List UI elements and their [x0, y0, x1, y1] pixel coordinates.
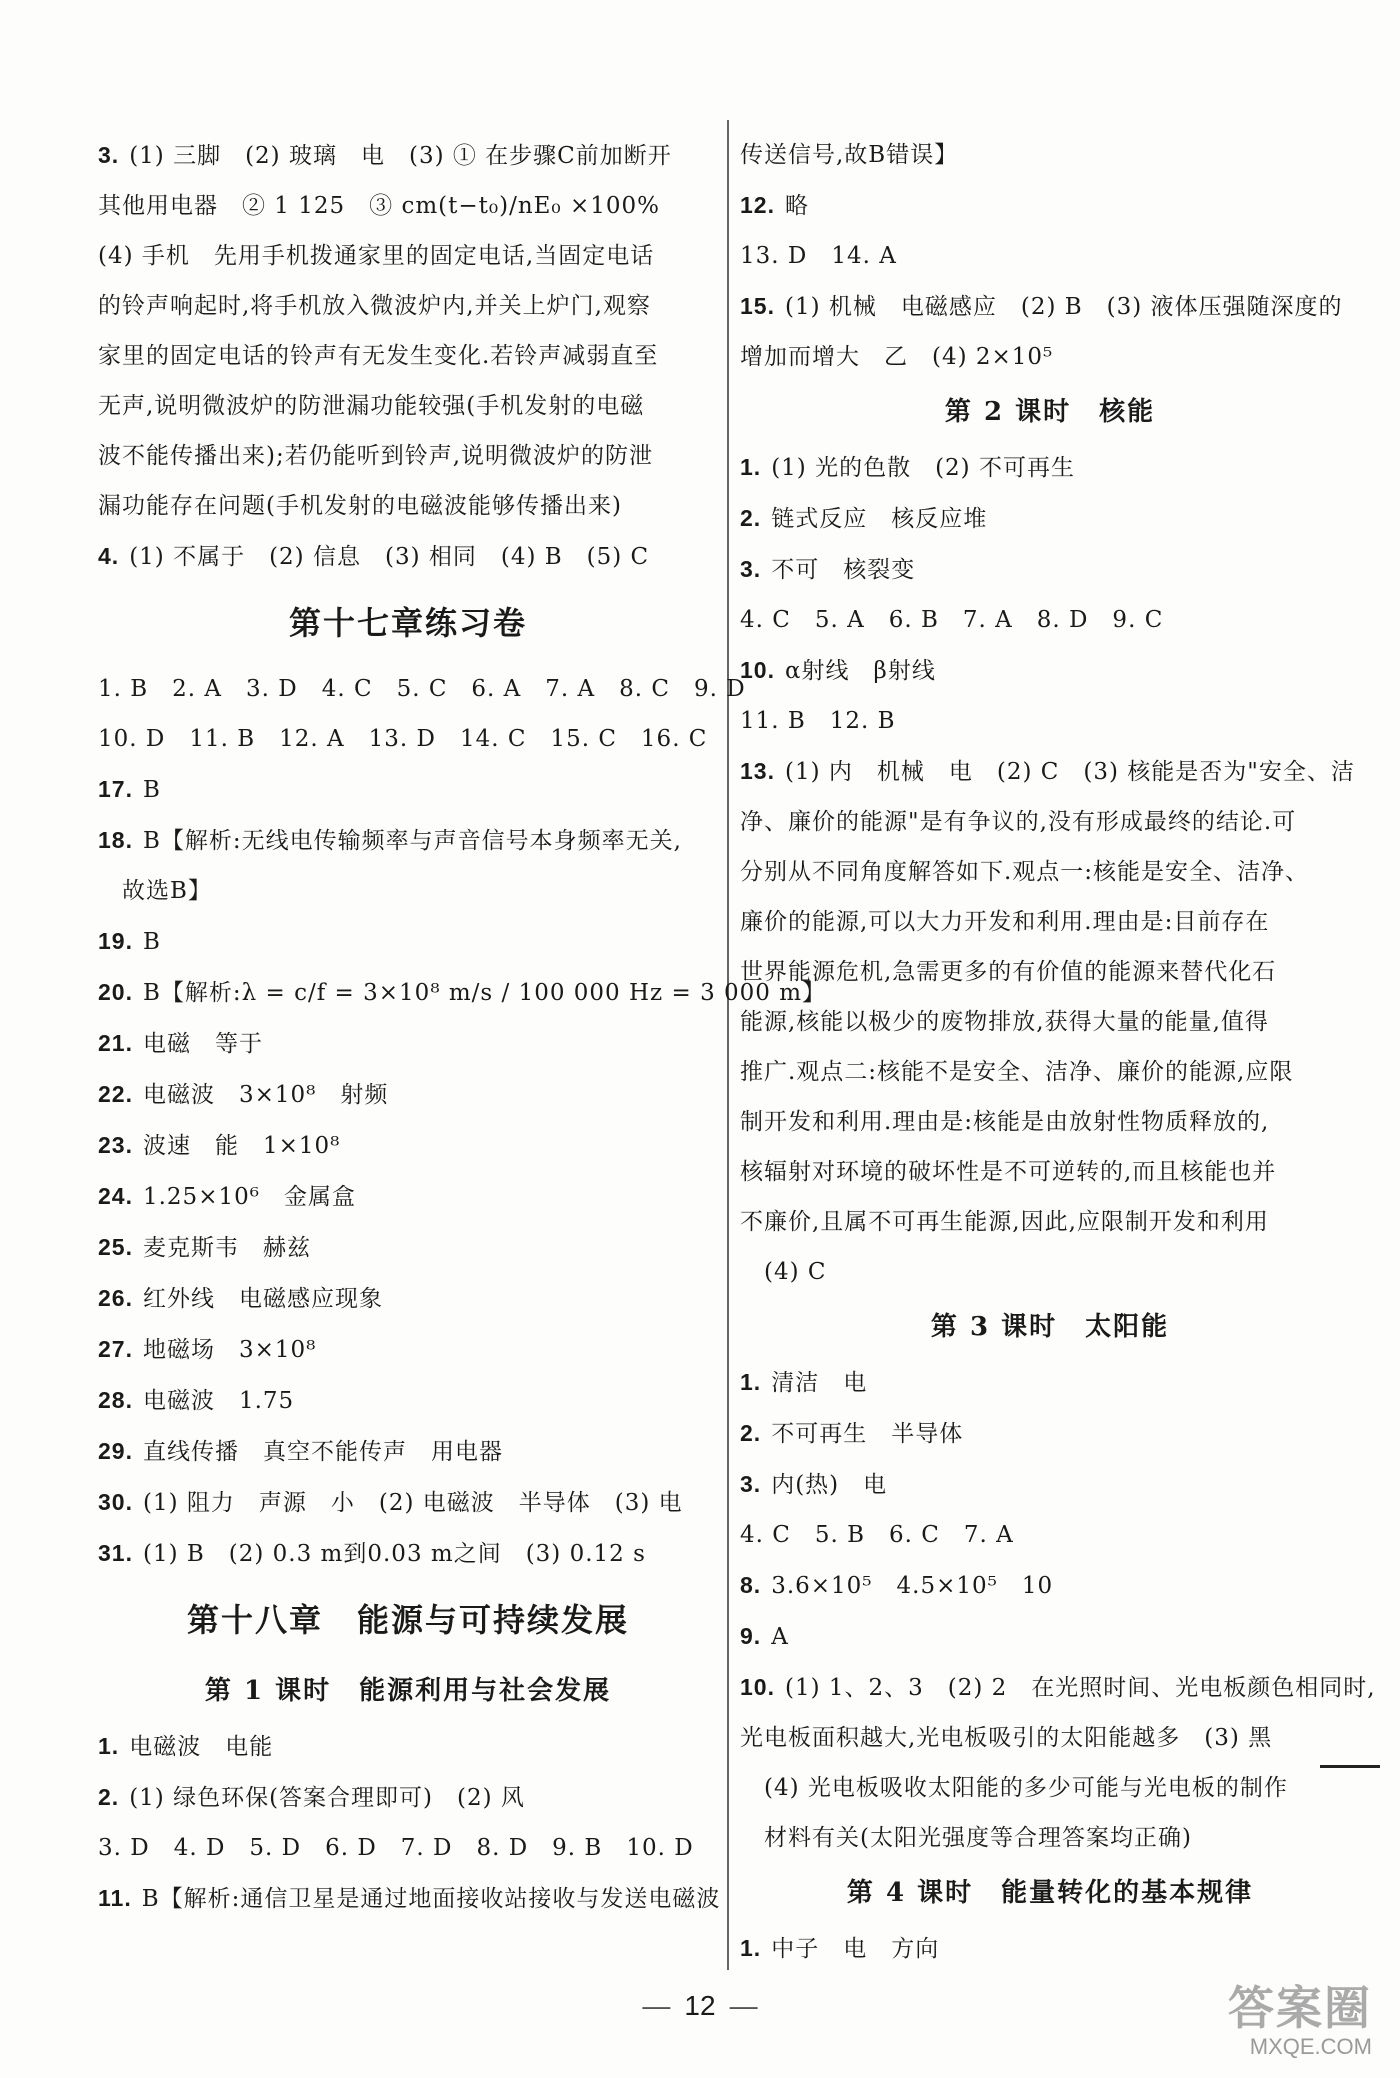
answer-text: 材料有关(太阳光强度等合理答案均正确)	[740, 1825, 1192, 1851]
question-number: 24.	[98, 1183, 133, 1209]
answer-line	[740, 696, 1360, 746]
answer-text: 分别从不同角度解答如下.观点一:核能是安全、洁净、	[740, 859, 1310, 885]
answer-text: 故选B】	[98, 878, 212, 904]
answer-line	[740, 442, 1360, 493]
answer-text: 10. D 11. B 12. A 13. D 14. C 15. C 16. C	[98, 726, 708, 752]
answer-line	[98, 714, 718, 764]
answer-line	[740, 997, 1360, 1047]
answer-line	[740, 1763, 1360, 1813]
lesson-title: 第 4 课时 能量转化的基本规律	[846, 1878, 1254, 1908]
answer-line	[740, 1197, 1360, 1247]
question-number: 29.	[98, 1438, 133, 1464]
answer-line	[98, 967, 827, 1018]
answer-line	[740, 797, 1360, 847]
question-number: 1.	[740, 1369, 762, 1395]
answer-text: (1) 不属于 (2) 信息 (3) 相同 (4) B (5) C	[129, 544, 650, 570]
answer-line	[740, 1097, 1360, 1147]
lesson-title: 第 2 课时 核能	[944, 397, 1156, 427]
answer-line	[740, 231, 1360, 281]
answer-text: 4. C 5. B 6. C 7. A	[740, 1522, 1014, 1548]
question-number: 1.	[740, 1935, 762, 1961]
question-number: 2.	[740, 505, 762, 531]
answer-line	[98, 281, 718, 331]
answer-line	[740, 180, 1360, 231]
answer-line	[98, 1018, 718, 1069]
answer-line	[98, 381, 718, 431]
answer-line	[740, 897, 1360, 947]
answer-text: 传送信号,故B错误】	[740, 142, 959, 168]
question-number: 13.	[740, 758, 775, 784]
answer-line	[98, 431, 718, 481]
answer-text: (1) B (2) 0.3 m到0.03 m之间 (3) 0.12 s	[142, 1541, 646, 1567]
answer-text: (4) C	[740, 1259, 827, 1285]
answer-text: 3.6×10⁵ 4.5×10⁵ 10	[771, 1573, 1054, 1599]
question-number: 25.	[98, 1234, 133, 1260]
answer-text: 家里的固定电话的铃声有无发生变化.若铃声减弱直至	[98, 343, 659, 369]
answer-text: (1) 内 机械 电 (2) C (3) 核能是否为"安全、洁	[784, 759, 1355, 785]
answer-text: 制开发和利用.理由是:核能是由放射性物质释放的,	[740, 1109, 1270, 1135]
answer-line	[740, 493, 1360, 544]
answer-text: (1) 三脚 (2) 玻璃 电 (3) ① 在步骤C前加断开	[129, 143, 672, 169]
question-number: 20.	[98, 979, 133, 1005]
answer-line	[740, 1357, 1360, 1408]
answer-line	[98, 1069, 718, 1120]
watermark	[1228, 1982, 1372, 2060]
answer-text: B【解析:无线电传输频率与声音信号本身频率无关,	[142, 828, 682, 854]
answer-line	[98, 1171, 718, 1222]
answer-line	[740, 1662, 1376, 1713]
answer-line	[98, 1120, 718, 1171]
answer-line	[98, 1375, 718, 1426]
answer-text: 链式反应 核反应堆	[771, 506, 988, 532]
question-number: 11.	[98, 1885, 132, 1911]
question-number: 31.	[98, 1540, 133, 1566]
answer-line	[98, 1873, 721, 1924]
answer-line	[740, 332, 1360, 382]
answer-text: (1) 机械 电磁感应 (2) B (3) 液体压强随深度的	[784, 294, 1343, 320]
question-number: 15.	[740, 293, 775, 319]
lesson-title: 第 3 课时 太阳能	[930, 1312, 1170, 1342]
answer-line	[98, 481, 718, 531]
answer-text: 清洁 电	[771, 1370, 868, 1396]
question-number: 10.	[740, 1674, 775, 1700]
answer-text: 红外线 电磁感应现象	[142, 1286, 383, 1312]
answer-line	[98, 815, 718, 866]
answer-text: 世界能源危机,急需更多的有价值的能源来替代化石	[740, 959, 1277, 985]
answer-text: (1) 光的色散 (2) 不可再生	[771, 455, 1075, 481]
question-number: 27.	[98, 1336, 133, 1362]
lesson-title: 第 1 课时 能源利用与社会发展	[204, 1676, 612, 1706]
answer-text: 内(热) 电	[771, 1472, 888, 1498]
answer-line	[98, 764, 718, 815]
answer-line	[740, 1923, 1360, 1974]
answer-text: 廉价的能源,可以大力开发和利用.理由是:目前存在	[740, 909, 1270, 935]
answer-line	[740, 1813, 1360, 1863]
question-number: 1.	[98, 1733, 120, 1759]
answer-text: 波速 能 1×10⁸	[142, 1133, 341, 1159]
answer-line	[98, 1222, 718, 1273]
chapter-title: 第十八章 能源与可持续发展	[186, 1601, 629, 1639]
answer-text: 中子 电 方向	[771, 1936, 940, 1962]
answer-line	[98, 1721, 718, 1772]
answer-line	[740, 281, 1360, 332]
answer-text: B	[142, 929, 161, 955]
answer-text: 漏功能存在问题(手机发射的电磁波能够传播出来)	[98, 493, 622, 519]
question-number: 22.	[98, 1081, 133, 1107]
answer-line	[98, 664, 746, 714]
answer-text: 无声,说明微波炉的防泄漏功能较强(手机发射的电磁	[98, 393, 645, 419]
margin-mark	[1320, 1765, 1380, 1768]
answer-text: 波不能传播出来);若仍能听到铃声,说明微波炉的防泄	[98, 443, 654, 469]
answer-line	[98, 130, 718, 181]
question-number: 1.	[740, 454, 762, 480]
answer-line	[740, 1147, 1360, 1197]
answer-text: (1) 绿色环保(答案合理即可) (2) 风	[129, 1785, 525, 1811]
page-number: — 12 —	[642, 1990, 758, 2021]
answer-line	[740, 1560, 1360, 1611]
answer-text: 麦克斯韦 赫兹	[142, 1235, 311, 1261]
answer-text: 电磁波 3×10⁸ 射频	[142, 1082, 389, 1108]
answer-text: B	[142, 777, 161, 803]
question-number: 3.	[740, 1471, 762, 1497]
answer-text: (4) 光电板吸收太阳能的多少可能与光电板的制作	[740, 1775, 1288, 1801]
answer-line	[98, 916, 718, 967]
answer-text: 的铃声响起时,将手机放入微波炉内,并关上炉门,观察	[98, 293, 651, 319]
answer-line	[740, 847, 1360, 897]
answer-text: 13. D 14. A	[740, 243, 897, 269]
answer-text: B【解析:λ = c/f = 3×10⁸ m/s / 100 000 Hz = 3 000 m】	[142, 980, 827, 1006]
answer-text: 略	[784, 193, 809, 219]
column-divider	[727, 120, 729, 1970]
answer-text: α射线 β射线	[784, 658, 936, 684]
answer-line	[740, 1611, 1360, 1662]
question-number: 26.	[98, 1285, 133, 1311]
question-number: 21.	[98, 1030, 133, 1056]
question-number: 8.	[740, 1572, 762, 1598]
question-number: 30.	[98, 1489, 133, 1515]
answer-line	[740, 544, 1360, 595]
answer-text: 不可再生 半导体	[771, 1421, 964, 1447]
answer-line	[740, 947, 1360, 997]
answer-text: 核辐射对环境的破坏性是不可逆转的,而且核能也并	[740, 1159, 1277, 1185]
watermark-url: MXQE.COM	[1249, 2034, 1372, 2059]
chapter-title: 第十七章练习卷	[288, 604, 527, 642]
answer-line	[98, 866, 718, 916]
answer-text: 其他用电器 ② 1 125 ③ cm(t−t₀)/nE₀ ×100%	[98, 193, 660, 219]
question-number: 3.	[740, 556, 762, 582]
answer-line	[98, 1426, 718, 1477]
question-number: 28.	[98, 1387, 133, 1413]
question-number: 12.	[740, 192, 775, 218]
answer-text: (1) 阻力 声源 小 (2) 电磁波 半导体 (3) 电	[142, 1490, 683, 1516]
answer-line	[98, 1772, 718, 1823]
question-number: 23.	[98, 1132, 133, 1158]
answer-line	[740, 1713, 1360, 1763]
answer-text: 1.25×10⁶ 金属盒	[142, 1184, 356, 1210]
question-number: 17.	[98, 776, 133, 802]
question-number: 4.	[98, 543, 120, 569]
answer-text: (1) 1、2、3 (2) 2 在光照时间、光电板颜色相同时,	[784, 1675, 1376, 1701]
watermark-logo: 答案圈	[1228, 1982, 1372, 2034]
answer-line	[740, 130, 1360, 180]
answer-text: 不廉价,且属不可再生能源,因此,应限制开发和利用	[740, 1209, 1269, 1235]
answer-line	[740, 595, 1360, 645]
answer-line	[740, 1510, 1360, 1560]
question-number: 19.	[98, 928, 133, 954]
answer-line	[740, 1247, 1360, 1297]
answer-line	[98, 331, 718, 381]
question-number: 2.	[98, 1784, 120, 1810]
answer-text: 增加而增大 乙 (4) 2×10⁵	[740, 344, 1054, 370]
answer-line	[98, 231, 718, 281]
answer-text: 不可 核裂变	[771, 557, 916, 583]
answer-text: 地磁场 3×10⁸	[142, 1337, 317, 1363]
answer-text: 直线传播 真空不能传声 用电器	[142, 1439, 503, 1465]
answer-text: 11. B 12. B	[740, 708, 896, 734]
answer-text: 1. B 2. A 3. D 4. C 5. C 6. A 7. A 8. C 9. D	[98, 676, 746, 702]
question-number: 3.	[98, 142, 120, 168]
right-column	[740, 130, 1376, 1974]
answer-line	[740, 1459, 1360, 1510]
answer-line	[98, 1273, 718, 1324]
answer-line	[98, 1324, 718, 1375]
answer-line	[98, 1477, 718, 1528]
answer-text: B【解析:通信卫星是通过地面接收站接收与发送电磁波	[141, 1886, 721, 1912]
answer-text: 能源,核能以极少的废物排放,获得大量的能量,值得	[740, 1009, 1269, 1035]
answer-text: 4. C 5. A 6. B 7. A 8. D 9. C	[740, 607, 1164, 633]
answer-text: 光电板面积越大,光电板吸引的太阳能越多 (3) 黑	[740, 1725, 1273, 1751]
answer-line	[740, 746, 1360, 797]
answer-text: 3. D 4. D 5. D 6. D 7. D 8. D 9. B 10. D	[98, 1835, 694, 1861]
answer-line	[98, 531, 718, 582]
answer-line	[740, 1047, 1360, 1097]
answer-text: 推广.观点二:核能不是安全、洁净、廉价的能源,应限	[740, 1059, 1294, 1085]
answer-line	[740, 645, 1360, 696]
question-number: 18.	[98, 827, 133, 853]
answer-line	[98, 1528, 718, 1579]
answer-text: A	[771, 1624, 789, 1650]
answer-line	[740, 1408, 1360, 1459]
answer-text: 净、廉价的能源"是有争议的,没有形成最终的结论.可	[740, 809, 1297, 835]
answer-text: 电磁波 电能	[129, 1734, 274, 1760]
answer-line	[98, 181, 718, 231]
answer-line	[98, 1823, 718, 1873]
question-number: 2.	[740, 1420, 762, 1446]
answer-text: (4) 手机 先用手机拨通家里的固定电话,当固定电话	[98, 243, 655, 269]
answer-text: 电磁 等于	[142, 1031, 263, 1057]
answer-text: 电磁波 1.75	[142, 1388, 295, 1414]
question-number: 10.	[740, 657, 775, 683]
question-number: 9.	[740, 1623, 762, 1649]
